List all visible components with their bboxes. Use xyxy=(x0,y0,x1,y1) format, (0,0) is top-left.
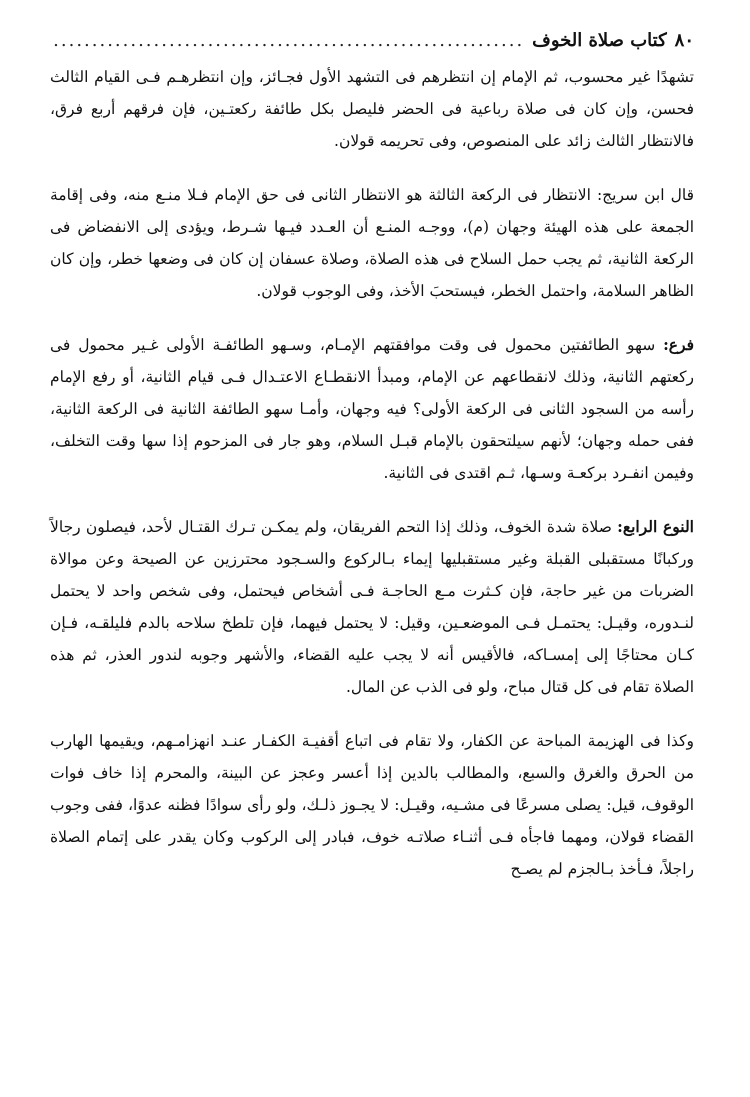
chapter-title: كتاب صلاة الخوف xyxy=(532,30,667,51)
paragraph-1-text: تشهدًا غير محسوب، ثم الإمام إن انتظرهم فى التشهد الأول فجـائز، وإن انتظرهـم فـى القيام الثالث فحسن، وإن كان فى صلاة رباعية فى الحضر فليصل بكل طائفة ركعتـين، فإن فرقهم أربع فرق، فالانتظار الثالث زائد على المنصوص، وفى تحريمه قولان. xyxy=(50,68,694,150)
paragraph-2-text: قال ابن سريج: الانتظار فى الركعة الثالثة هو الانتظار الثانى فى حق الإمام فـلا منـع منه، وفى إقامة الجمعة على هذه الهيئة وجهان (م)، ووجـه المنـع أن العـدد فيـها شـرط، ويؤدى إلى الانفضاض فى الركعة الثانية، ثم يجب حمل السلاح فى هذه الصلاة، وصلاة عسفان إن كان فى وضعها خطر، وإن كان الظاهر السلامة، واحتمل الخطر، فيستحبَ الأخذ، وفى الوجوب قولان. xyxy=(50,186,694,300)
header-dotted-leader xyxy=(50,30,524,51)
paragraph-4-heading: النوع الرابع: xyxy=(617,517,694,536)
paragraph-5-text: وكذا فى الهزيمة المباحة عن الكفار، ولا تقام فى اتباع أقفيـة الكفـار عنـد انهزامـهم، ويقيمها الهارب من الحرق والغرق والسبع، والمطالب بالدين إذا أعسر وعجز عن البينة، والمحرم إذا خاف فوات الوقوف، قيل: يصلى مسرعًا فى مشـيه، وقيـل: لا يجـوز ذلـك، ولو رأى سوادًا فظنه عدوًا، ففى وجوب القضاء قولان، ومهما فاجأه فـى أثنـاء صلاتـه خوف، فبادر إلى الركوب وكان يقدر على إتمام الصلاة راجلاً، فـأخذ بـالجزم لم يصـح xyxy=(50,732,694,878)
paragraph-4 xyxy=(50,511,694,703)
paragraph-2 xyxy=(50,179,694,307)
page-header xyxy=(50,30,694,51)
paragraph-4-text: صلاة شدة الخوف، وذلك إذا التحم الفريقان، ولم يمكـن تـرك القتـال لأحد، فيصلون رجالاً وركبانًا مستقبلى القبلة وغير مستقبليها إيماء بـالركوع والسـجود محترزين عن الصيحة وعن موالاة الضربات من غير حاجة، فإن كـثرت مـع الحاجـة فـى أشخاص فيحتمل، وفى شخص واحد لا يحتمل لنـدوره، وقيـل: يحتمـل فـى الموضعـين، وقيل: لا يحتمل فيهما، فإن تلطخ سلاحه بالدم فليلقـه، فـإن كـان محتاجًا إلى إمسـاكه، فالأقيس أنه لا يجب عليه القضاء، والأشهر وجوبه لندور العذر، ثم هذه الصلاة تقام فى كل قتال مباح، ولو فى الذب عن المال. xyxy=(50,518,694,696)
page-number: ٨٠ xyxy=(674,30,694,51)
paragraph-5 xyxy=(50,725,694,885)
paragraph-3 xyxy=(50,329,694,489)
paragraph-3-heading: فرع: xyxy=(663,335,694,354)
paragraph-3-text: سهو الطائفتين محمول فى وقت موافقتهم الإمـام، وسـهو الطائفـة الأولى غـير محمول فى ركعتهم الثانية، وذلك لانقطاعهم عن الإمام، ومبدأ الانقطـاع الاعتـدال فـى قيام الثانية، أو رفع الإمام رأسه من السجود الثانى فى الركعة الأولى؟ فيه وجهان، وأمـا سهو الطائفة الثانية فى الركعة الثانية، ففى حمله وجهان؛ لأنهم سيلتحقون بالإمام قبـل السلام، وهو جار فى المزحوم إذا سها وقت التخلف، وفيمن انفـرد بركعـة وسـها، ثـم اقتدى فى الثانية. xyxy=(50,336,694,482)
paragraph-1 xyxy=(50,61,694,157)
